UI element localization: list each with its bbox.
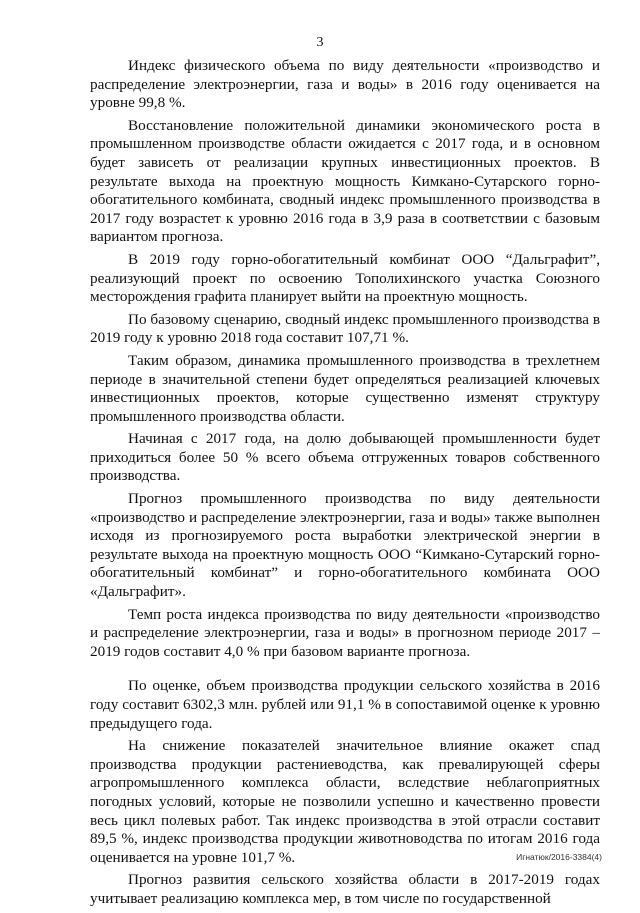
paragraph: Начиная с 2017 года, на долю добывающей промышленности будет приходиться более 50 % всего объема отгруженных товаров собственного производства.: [90, 430, 600, 485]
page-number: 3: [316, 35, 324, 50]
paragraph: На снижение показателей значительное влияние окажет спад производства продукции растениеводства, как превалирующей сферы агропромышленного комплекса области, вследствие неблагоприятных погодных условий, которые не позволили успешно и качественно провести весь цикл полевых работ. Так индекс производства в этой отрасли составит 89,5 %, индекс производства продукции животноводства по итогам 2016 года оценивается на уровне 101,7 %.: [90, 737, 600, 866]
paragraph: По оценке, объем производства продукции сельского хозяйства в 2016 году составит 6302,3 млн. рублей или 91,1 % в сопоставимой оценке к уровню предыдущего года.: [90, 677, 600, 732]
paragraph: Индекс физического объема по виду деятельности «производство и распределение электроэнергии, газа и воды» в 2016 году оценивается на уровне 99,8 %.: [90, 57, 600, 112]
paragraph: Темп роста индекса производства по виду деятельности «производство и распределение электроэнергии, газа и воды» в прогнозном периоде 2017 – 2019 годов составит 4,0 % при базовом варианте прогноза.: [90, 605, 600, 660]
paragraph: Таким образом, динамика промышленного производства в трехлетнем периоде в значительной степени будет определяться реализацией ключевых инвестиционных проектов, которые существенно изменят структуру промышленного производства области.: [90, 351, 600, 425]
document-body: [90, 57, 600, 913]
paragraph: В 2019 году горно-обогатительный комбинат ООО “Дальграфит”, реализующий проект по освоению Тополихинского участка Союзного месторождения графита планирует выйти на проектную мощность.: [90, 250, 600, 306]
document-id-footer: Игнатюк/2016-3384(4): [516, 852, 602, 862]
paragraph: По базовому сценарию, сводный индекс промышленного производства в 2019 году к уровню 2018 года составит 107,71 %.: [90, 310, 600, 347]
paragraph: Прогноз развития сельского хозяйства области в 2017-2019 годах учитывает реализацию комплекса мер, в том числе по государственной: [90, 871, 600, 907]
paragraph: Прогноз промышленного производства по виду деятельности «производство и распределение электроэнергии, газа и воды» также выполнен исходя из прогнозируемого роста выработки электрической энергии в результате выхода на проектную мощность ООО “Кимкано-Сутарский горно-обогатительный комбинат” и горно-обогатительного комбината ООО «Дальграфит».: [90, 490, 600, 601]
paragraph: Восстановление положительной динамики экономического роста в промышленном производстве области ожидается с 2017 года, и в основном будет зависеть от реализации крупных инвестиционных проектов. В результате выхода на проектную мощность Кимкано-Сутарского горно-обогатительного комбината, сводный индекс промышленного производства в 2017 году возрастет к уровню 2016 года в 3,9 раза в соответствии с базовым вариантом прогноза.: [90, 116, 600, 246]
